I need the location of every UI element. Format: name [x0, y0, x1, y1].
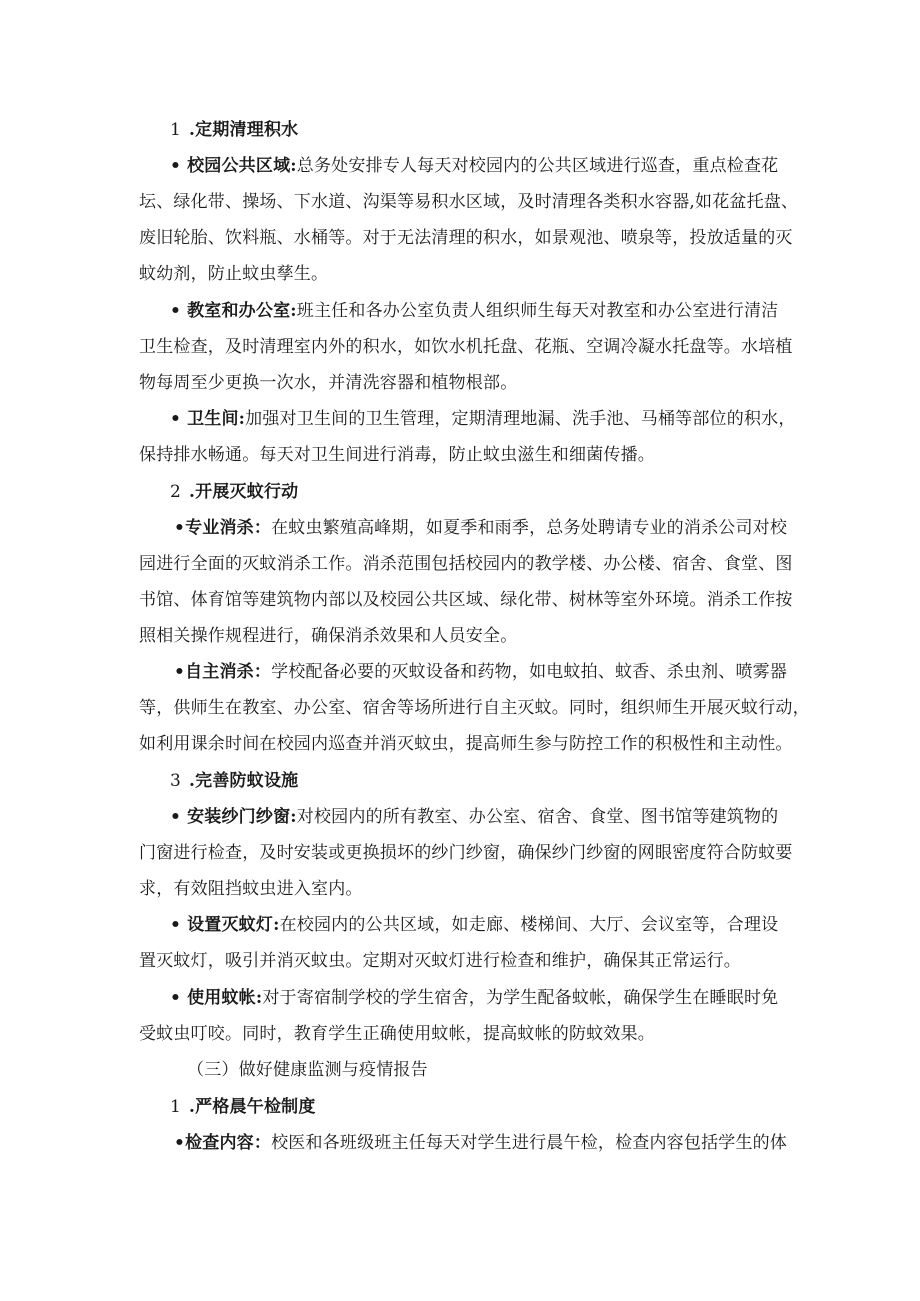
- paragraph-line: 废旧轮胎、饮料瓶、水桶等。对于无法清理的积水，如景观池、喷泉等，投放适量的灭: [139, 228, 793, 248]
- item-label: 使用蚊帐:: [187, 988, 263, 1008]
- paragraph-line: [174, 518, 824, 538]
- section-title: .完善防蚊设施: [189, 771, 299, 791]
- section-title: .严格晨午检制度: [189, 1097, 316, 1117]
- item-text: 对校园内的所有教室、办公室、宿舍、食堂、图书馆等建筑物的: [296, 807, 779, 827]
- bullet-icon: •: [170, 156, 182, 176]
- item-text: 学校配备必要的灭蚊设备和药物，如电蚊拍、蚊香、杀虫剂、喷雾器: [271, 662, 788, 682]
- section-title: .开展灭蚊行动: [189, 482, 299, 502]
- paragraph-line: 书馆、体育馆等建筑物内部以及校园公共区域、绿化带、树林等室外环境。消杀工作按: [139, 590, 793, 610]
- paragraph-line: [174, 662, 824, 682]
- paragraph-line: 受蚊虫叮咬。同时，教育学生正确使用蚊帐，提高蚊帐的防蚊效果。: [139, 1024, 655, 1044]
- paragraph-line: 保持排水畅通。每天对卫生间进行消毒，防止蚊虫滋生和细菌传播。: [139, 445, 655, 465]
- item-label: 卫生间:: [187, 409, 246, 429]
- paragraph-line: [170, 156, 820, 176]
- bullet-icon: •: [170, 409, 182, 429]
- item-text: 对于寄宿制学校的学生宿舍，为学生配备蚊帐，确保学生在睡眠时免: [262, 988, 779, 1008]
- paragraph-line: 蚊幼剂，防止蚊虫孳生。: [139, 264, 329, 284]
- paragraph-line: 园进行全面的灭蚊消杀工作。消杀范围包括校园内的教学楼、办公楼、宿舍、食堂、图: [139, 554, 793, 574]
- bullet-icon: •: [170, 807, 182, 827]
- item-label: 设置灭蚊灯:: [187, 915, 280, 935]
- section-number: 2: [170, 482, 182, 502]
- item-text: 在蚊虫繁殖高峰期，如夏季和雨季，总务处聘请专业的消杀公司对校: [271, 518, 788, 538]
- paragraph-line: [170, 988, 820, 1008]
- item-text: 加强对卫生间的卫生管理，定期清理地漏、洗手池、马桶等部位的积水，: [245, 409, 796, 429]
- item-text: 总务处安排专人每天对校园内的公共区域进行巡查，重点检查花: [296, 156, 779, 176]
- section-number: 3: [170, 771, 182, 791]
- paragraph-line: 门窗进行检查，及时安装或更换损坏的纱门纱窗，确保纱门纱窗的网眼密度符合防蚊要: [139, 843, 793, 863]
- item-label: 自主消杀：: [185, 662, 272, 682]
- bullet-icon: •: [174, 1133, 186, 1153]
- paragraph-line: 坛、绿化带、操场、下水道、沟渠等易积水区域，及时清理各类积水容器,如花盆托盘、: [139, 192, 799, 212]
- paragraph-line: [170, 301, 820, 321]
- item-label: 检查内容：: [185, 1133, 272, 1153]
- item-label: 教室和办公室:: [187, 301, 297, 321]
- section-heading-1: [170, 120, 820, 140]
- bullet-icon: •: [170, 915, 182, 935]
- paragraph-line: 照相关操作规程进行，确保消杀效果和人员安全。: [139, 626, 518, 646]
- item-label: 校园公共区域:: [187, 156, 297, 176]
- bullet-icon: •: [170, 301, 182, 321]
- paragraph-line: 等，供师生在教室、办公室、宿舍等场所进行自主灭蚊。同时，组织师生开展灭蚊行动，: [139, 698, 810, 718]
- paragraph-line: [170, 915, 820, 935]
- section-title: .定期清理积水: [189, 120, 299, 140]
- item-text: 校医和各班级班主任每天对学生进行晨午检，检查内容包括学生的体: [271, 1133, 788, 1153]
- item-label: 专业消杀：: [185, 518, 272, 538]
- paragraph-line: 置灭蚊灯，吸引并消灭蚊虫。定期对灭蚊灯进行检查和维护，确保其正常运行。: [139, 951, 741, 971]
- item-text: 在校园内的公共区域，如走廊、楼梯间、大厅、会议室等，合理设: [279, 915, 779, 935]
- bullet-icon: •: [174, 518, 186, 538]
- item-text: 班主任和各办公室负责人组织师生每天对教室和办公室进行清洁: [296, 301, 779, 321]
- paragraph-line: 如利用课余时间在校园内巡查并消灭蚊虫，提高师生参与防控工作的积极性和主动性。: [139, 734, 793, 754]
- section-heading-3: [170, 771, 820, 791]
- bullet-icon: •: [174, 662, 186, 682]
- paragraph-line: [170, 409, 820, 429]
- bullet-icon: •: [170, 988, 182, 1008]
- subsection-title: （三）做好健康监测与疫情报告: [187, 1060, 428, 1080]
- paragraph-line: 卫生检查，及时清理室内外的积水，如饮水机托盘、花瓶、空调冷凝水托盘等。水培植: [139, 337, 793, 357]
- item-label: 安装纱门纱窗:: [187, 807, 297, 827]
- paragraph-line: 物每周至少更换一次水，并清洗容器和植物根部。: [139, 373, 518, 393]
- paragraph-line: 求，有效阻挡蚊虫进入室内。: [139, 879, 363, 899]
- section-heading-2: [170, 482, 820, 502]
- paragraph-line: [170, 807, 820, 827]
- paragraph-line: [174, 1133, 824, 1153]
- section-number: 1: [170, 120, 182, 140]
- section-heading-4: [170, 1097, 820, 1117]
- section-number: 1: [170, 1097, 182, 1117]
